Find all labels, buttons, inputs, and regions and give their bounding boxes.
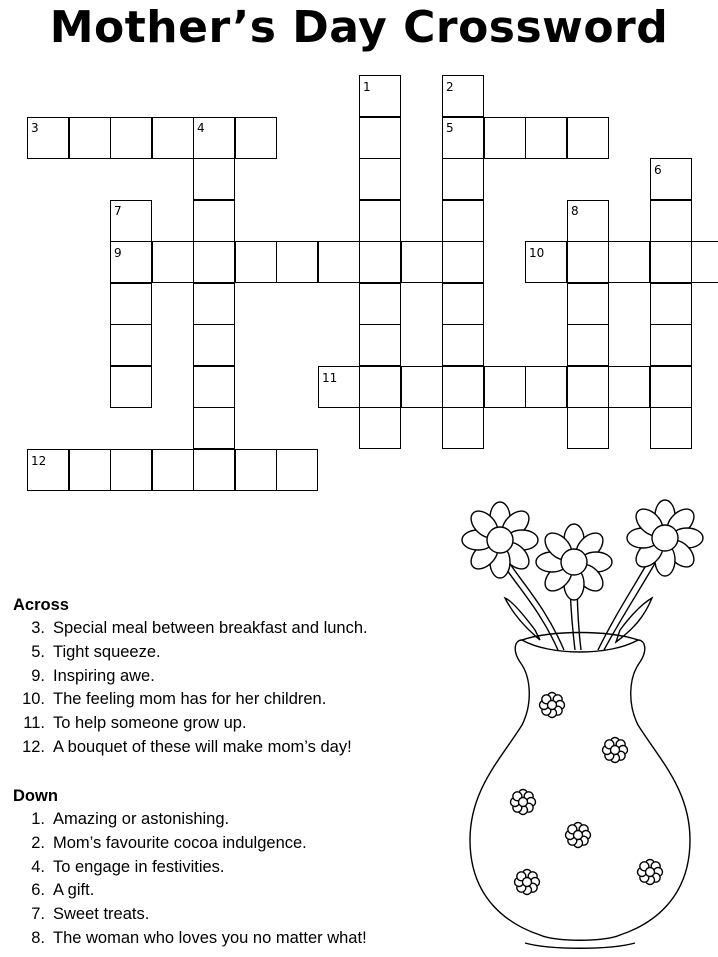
across-clues <box>13 593 368 760</box>
crossword-cell[interactable] <box>484 366 526 408</box>
crossword-cell[interactable] <box>193 283 235 325</box>
crossword-cell[interactable] <box>691 241 718 283</box>
crossword-cell[interactable] <box>650 283 692 325</box>
clue-across-12: 12. A bouquet of these will make mom’s day! <box>22 737 352 756</box>
crossword-cell[interactable] <box>525 241 567 283</box>
crossword-cell[interactable] <box>193 200 235 242</box>
crossword-cell[interactable] <box>567 241 609 283</box>
crossword-cell[interactable] <box>193 241 235 283</box>
crossword-cell[interactable] <box>442 366 484 408</box>
crossword-cell[interactable] <box>193 449 235 491</box>
crossword-cell[interactable] <box>359 324 401 366</box>
crossword-cell[interactable] <box>442 241 484 283</box>
crossword-cell[interactable] <box>484 117 526 159</box>
crossword-cell[interactable] <box>442 75 484 117</box>
clue-number-1: 1 <box>363 80 371 94</box>
crossword-cell[interactable] <box>110 324 152 366</box>
crossword-cell[interactable] <box>567 407 609 449</box>
crossword-cell[interactable] <box>359 366 401 408</box>
crossword-cell[interactable] <box>318 366 360 408</box>
crossword-cell[interactable] <box>152 117 194 159</box>
clue-number-11: 11 <box>322 371 338 385</box>
crossword-cell[interactable] <box>650 324 692 366</box>
crossword-cell[interactable] <box>442 324 484 366</box>
crossword-cell[interactable] <box>359 241 401 283</box>
crossword-cell[interactable] <box>193 158 235 200</box>
clue-number-2: 2 <box>446 80 454 94</box>
crossword-cell[interactable] <box>567 324 609 366</box>
clue-number-8: 8 <box>571 204 579 218</box>
crossword-cell[interactable] <box>276 449 318 491</box>
clue-number-12: 12 <box>31 454 47 468</box>
crossword-cell[interactable] <box>110 117 152 159</box>
clue-down-4: 4. To engage in festivities. <box>31 857 225 876</box>
crossword-cell[interactable] <box>401 241 443 283</box>
crossword-cell[interactable] <box>650 158 692 200</box>
clue-number-5: 5 <box>446 121 454 135</box>
crossword-cell[interactable] <box>110 241 152 283</box>
crossword-cell[interactable] <box>193 366 235 408</box>
crossword-cell[interactable] <box>442 407 484 449</box>
clue-down-7: 7. Sweet treats. <box>31 905 150 924</box>
clue-across-9: 9. Inspiring awe. <box>31 666 155 685</box>
crossword-cell[interactable] <box>69 117 111 159</box>
crossword-cell[interactable] <box>69 449 111 491</box>
crossword-cell[interactable] <box>567 117 609 159</box>
crossword-cell[interactable] <box>442 158 484 200</box>
crossword-cell[interactable] <box>359 158 401 200</box>
crossword-cell[interactable] <box>110 449 152 491</box>
crossword-cell[interactable] <box>567 200 609 242</box>
crossword-cell[interactable] <box>359 117 401 159</box>
clue-down-2: 2. Mom’s favourite cocoa indulgence. <box>31 833 307 852</box>
crossword-cell[interactable] <box>567 283 609 325</box>
crossword-cell[interactable] <box>650 407 692 449</box>
crossword-cell[interactable] <box>110 283 152 325</box>
crossword-cell[interactable] <box>235 449 277 491</box>
down-heading: Down <box>13 787 58 805</box>
crossword-cell[interactable] <box>152 449 194 491</box>
clue-number-10: 10 <box>529 246 545 260</box>
crossword-cell[interactable] <box>442 283 484 325</box>
crossword-cell[interactable] <box>650 366 692 408</box>
across-heading: Across <box>13 596 69 614</box>
crossword-cell[interactable] <box>235 117 277 159</box>
crossword-cell[interactable] <box>525 366 567 408</box>
clue-down-1: 1. Amazing or astonishing. <box>31 810 230 828</box>
crossword-cell[interactable] <box>276 241 318 283</box>
crossword-cell[interactable] <box>359 200 401 242</box>
vase-with-flowers-icon <box>440 480 718 950</box>
crossword-cell[interactable] <box>525 117 567 159</box>
crossword-cell[interactable] <box>401 366 443 408</box>
clue-number-4: 4 <box>197 121 205 135</box>
crossword-cell[interactable] <box>110 366 152 408</box>
crossword-cell[interactable] <box>359 75 401 117</box>
crossword-cell[interactable] <box>608 241 650 283</box>
clue-down-8: 8. The woman who loves you no matter what! <box>31 928 367 947</box>
crossword-cell[interactable] <box>359 283 401 325</box>
clue-number-3: 3 <box>31 121 39 135</box>
crossword-cell[interactable] <box>567 366 609 408</box>
clue-across-11: 11. To help someone grow up. <box>23 714 247 733</box>
crossword-cell[interactable] <box>193 117 235 159</box>
crossword-cell[interactable] <box>442 200 484 242</box>
crossword-cell[interactable] <box>193 407 235 449</box>
clue-number-6: 6 <box>654 163 662 177</box>
crossword-cell[interactable] <box>193 324 235 366</box>
crossword-cell[interactable] <box>359 407 401 449</box>
crossword-cell[interactable] <box>650 200 692 242</box>
clue-across-3: 3. Special meal between breakfast and lunch. <box>31 619 368 637</box>
crossword-cell[interactable] <box>442 117 484 159</box>
crossword-cell[interactable] <box>27 449 69 491</box>
crossword-cell[interactable] <box>27 117 69 159</box>
clue-number-9: 9 <box>114 246 122 260</box>
clue-down-6: 6. A gift. <box>31 881 95 900</box>
crossword-cell[interactable] <box>650 241 692 283</box>
clue-number-7: 7 <box>114 204 122 218</box>
crossword-cell[interactable] <box>608 366 650 408</box>
page-title: Mother’s Day Crossword <box>49 2 669 53</box>
clue-across-10: 10. The feeling mom has for her children. <box>22 690 327 709</box>
crossword-cell[interactable] <box>318 241 360 283</box>
crossword-cell[interactable] <box>110 200 152 242</box>
down-clues <box>13 784 367 951</box>
clue-across-5: 5. Tight squeeze. <box>31 642 161 661</box>
crossword-cell[interactable] <box>235 241 277 283</box>
crossword-cell[interactable] <box>152 241 194 283</box>
